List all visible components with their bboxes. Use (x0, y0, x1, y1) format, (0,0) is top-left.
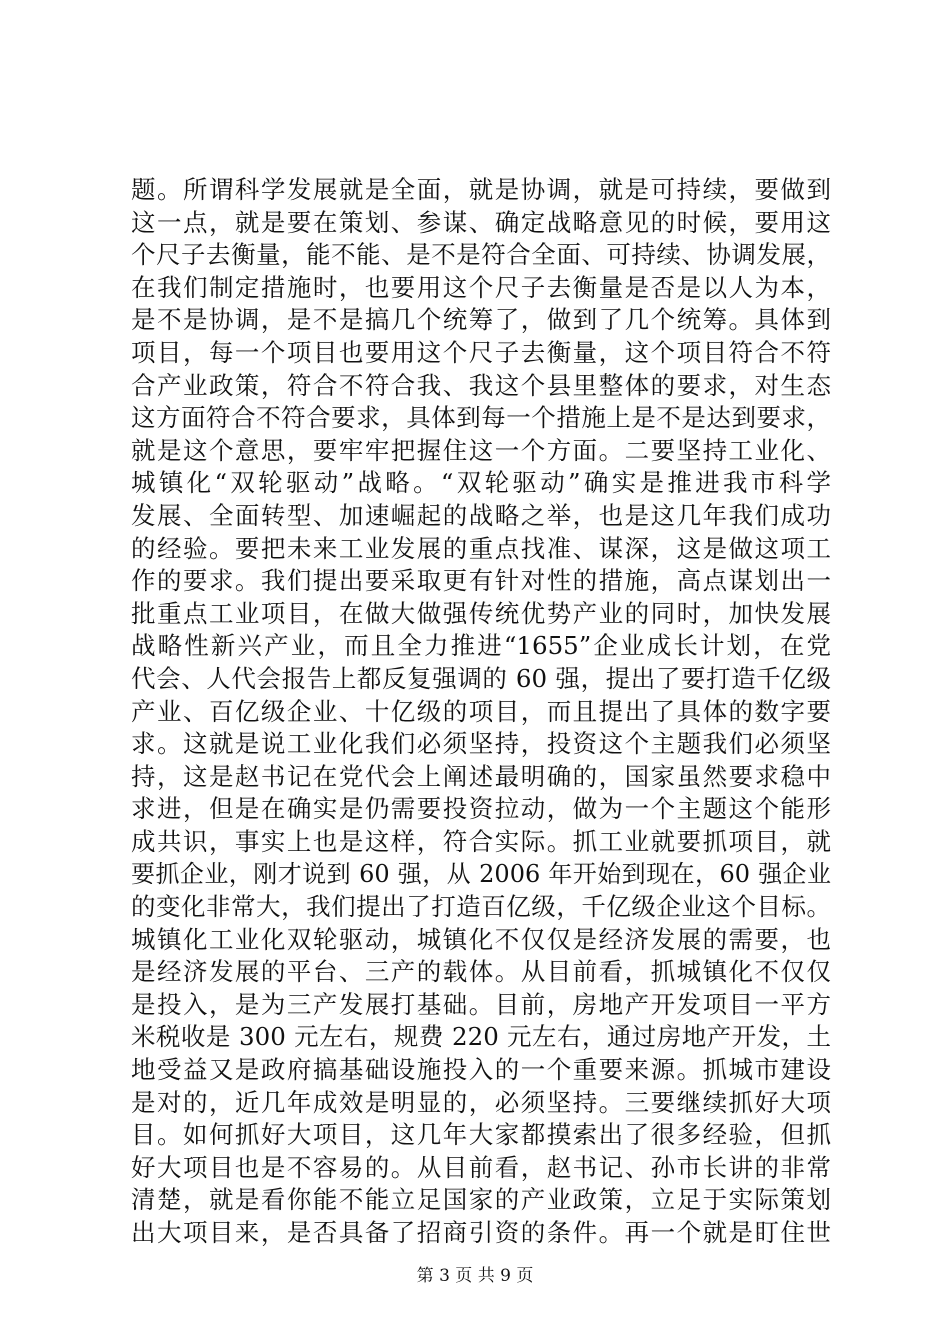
text-line: 作的要求。我们提出要采取更有针对性的措施，高点谋划出一 (131, 566, 831, 596)
text-line: 在我们制定措施时，也要用这个尺子去衡量是否是以人为本， (131, 272, 831, 302)
text-line: 是不是协调，是不是搞几个统筹了，做到了几个统筹。具体到 (131, 305, 831, 335)
text-line: 求。这就是说工业化我们必须坚持，投资这个主题我们必须坚 (131, 729, 831, 759)
text-line: 合产业政策，符合不符合我、我这个县里整体的要求，对生态 (131, 370, 831, 400)
text-line: 目。如何抓好大项目，这几年大家都摸索出了很多经验，但抓 (131, 1120, 831, 1150)
text-line: 代会、人代会报告上都反复强调的 60 强，提出了要打造千亿级 (131, 663, 831, 693)
text-line: 持，这是赵书记在党代会上阐述最明确的，国家虽然要求稳中 (131, 761, 831, 791)
text-line: 地受益又是政府搞基础设施投入的一个重要来源。抓城市建设 (131, 1055, 831, 1085)
text-line: 发展、全面转型、加速崛起的战略之举，也是这几年我们成功 (131, 500, 831, 530)
body-paragraph (131, 174, 831, 1250)
text-line: 的经验。要把未来工业发展的重点找准、谋深，这是做这项工 (131, 533, 831, 563)
text-line: 好大项目也是不容易的。从目前看，赵书记、孙市长讲的非常 (131, 1152, 831, 1182)
text-line: 战略性新兴产业，而且全力推进“1655”企业成长计划，在党 (131, 631, 831, 661)
text-line: 求进，但是在确实是仍需要投资拉动，做为一个主题这个能形 (131, 794, 831, 824)
text-line: 的变化非常大，我们提出了打造百亿级，千亿级企业这个目标。 (131, 892, 831, 922)
text-line: 是对的，近几年成效是明显的，必须坚持。三要继续抓好大项 (131, 1087, 831, 1117)
text-line: 成共识，事实上也是这样，符合实际。抓工业就要抓项目，就 (131, 826, 831, 856)
text-line: 是投入，是为三产发展打基础。目前，房地产开发项目一平方 (131, 989, 831, 1019)
text-line: 是经济发展的平台、三产的载体。从目前看，抓城镇化不仅仅 (131, 957, 831, 987)
text-line: 这一点，就是要在策划、参谋、确定战略意见的时候，要用这 (131, 207, 831, 237)
text-line: 批重点工业项目，在做大做强传统优势产业的同时，加快发展 (131, 598, 831, 628)
text-line: 米税收是 300 元左右，规费 220 元左右，通过房地产开发，土 (131, 1022, 831, 1052)
text-line: 城镇化工业化双轮驱动，城镇化不仅仅是经济发展的需要，也 (131, 924, 831, 954)
text-line: 个尺子去衡量，能不能、是不是符合全面、可持续、协调发展， (131, 240, 831, 270)
text-line: 出大项目来，是否具备了招商引资的条件。再一个就是盯住世 (131, 1218, 831, 1247)
text-line: 城镇化“双轮驱动”战略。“双轮驱动”确实是推进我市科学 (131, 468, 831, 498)
page-footer: 第 3 页 共 9 页 (416, 1266, 534, 1286)
text-line: 这方面符合不符合要求，具体到每一个措施上是不是达到要求， (131, 403, 831, 433)
text-line: 要抓企业，刚才说到 60 强，从 2006 年开始到现在，60 强企业 (131, 860, 831, 889)
text-line: 题。所谓科学发展就是全面，就是协调，就是可持续，要做到 (131, 175, 831, 204)
text-line: 就是这个意思，要牢牢把握住这一个方面。二要坚持工业化、 (131, 435, 831, 465)
text-line: 项目，每一个项目也要用这个尺子去衡量，这个项目符合不符 (131, 337, 831, 367)
text-line: 产业、百亿级企业、十亿级的项目，而且提出了具体的数字要 (131, 696, 831, 726)
text-line: 清楚，就是看你能不能立足国家的产业政策，立足于实际策划 (131, 1185, 831, 1215)
